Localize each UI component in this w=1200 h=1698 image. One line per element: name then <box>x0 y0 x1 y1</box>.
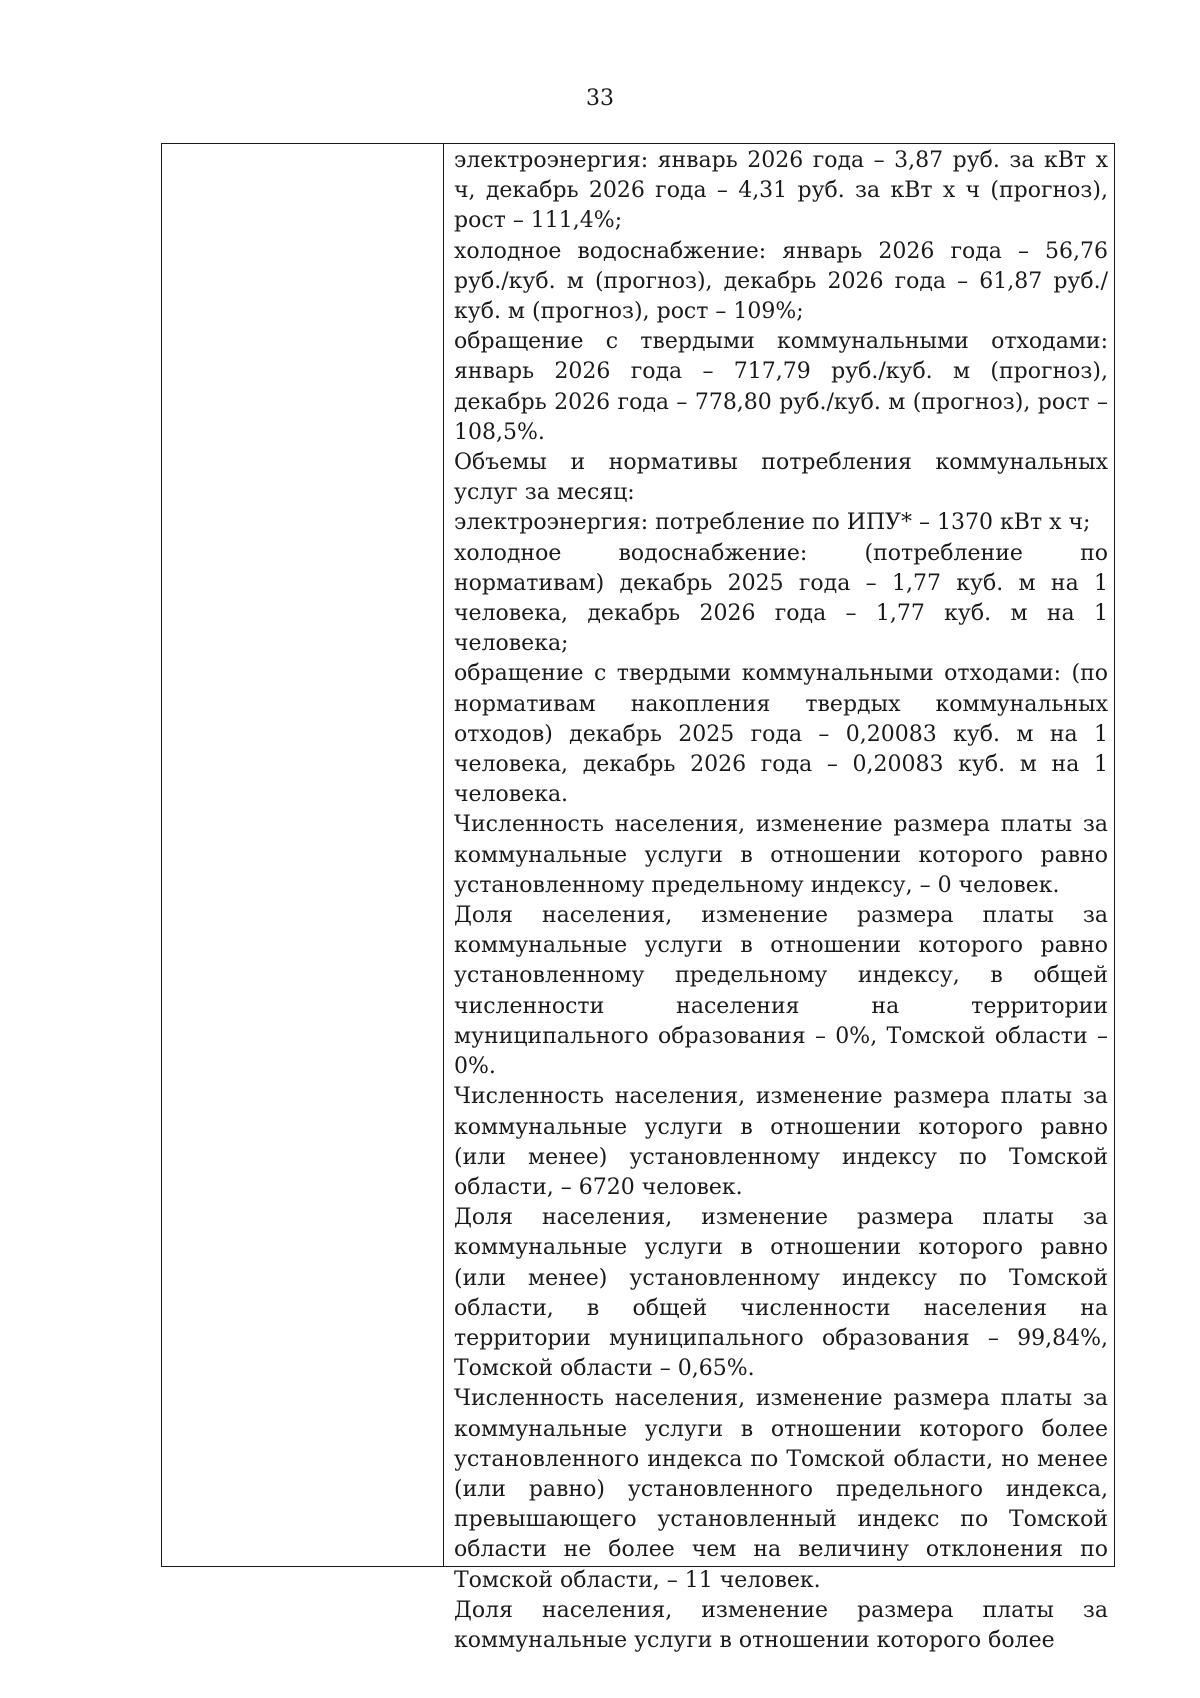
table-left-cell <box>162 144 444 1566</box>
paragraph-population-within-index: Численность населения, изменение размера платы за коммунальные услуги в отношении которого равно (или менее) установленному индексу по Томской области, – 6720 человек. <box>454 1084 1108 1200</box>
paragraph-share-above-index: Доля населения, изменение размера платы за коммунальные услуги в отношении которого более <box>454 1597 1108 1653</box>
paragraph-cold-water-consumption: холодное водоснабжение: (потребление по нормативам) декабрь 2025 года – 1,77 куб. м на 1 человека, декабрь 2026 года – 1,77 куб. м на 1 человека; <box>454 540 1108 657</box>
page-number: 33 <box>586 86 614 111</box>
paragraph-share-within-index: Доля населения, изменение размера платы за коммунальные услуги в отношении которого равно (или менее) установленному индексу по Томской области, в общей численности населения на территории муниципального образования – 99,84%, Томской области – 0,65%. <box>454 1205 1108 1382</box>
paragraph-cold-water-tariff: холодное водоснабжение: январь 2026 года – 56,76 руб./куб. м (прогноз), декабрь 2026 года – 61,87 руб./куб. м (прогноз), рост – 109%; <box>454 238 1108 325</box>
paragraph-solid-waste-consumption: обращение с твердыми коммунальными отходами: (по нормативам накопления твердых коммунальных отходов) декабрь 2025 года – 0,20083 куб. м на 1 человека, декабрь 2026 года – 0,20083 куб. м на 1 человека. <box>454 661 1108 808</box>
table-right-cell <box>444 144 1114 1653</box>
paragraph-consumption-heading: Объемы и нормативы потребления коммунальных услуг за месяц: <box>454 450 1108 506</box>
paragraph-electricity-tariff: электроэнергия: январь 2026 года – 3,87 руб. за кВт х ч, декабрь 2026 года – 4,31 руб. за кВт х ч (прогноз), рост – 111,4%; <box>454 148 1108 234</box>
content-table <box>161 143 1115 1653</box>
paragraph-population-equal-limit: Численность населения, изменение размера платы за коммунальные услуги в отношении которого равно установленному предельному индексу, – 0 человек. <box>454 812 1108 898</box>
paragraph-solid-waste-tariff: обращение с твердыми коммунальными отходами: январь 2026 года – 717,79 руб./куб. м (прогноз), декабрь 2026 года – 778,80 руб./куб. м (прогноз), рост – 108,5%. <box>454 329 1108 445</box>
paragraph-share-equal-limit: Доля населения, изменение размера платы за коммунальные услуги в отношении которого равно установленному предельному индексу, в общей численности населения на территории муниципального образования – 0%, Томской области – 0%. <box>454 903 1108 1080</box>
paragraph-population-above-index: Численность населения, изменение размера платы за коммунальные услуги в отношении которого более установленного индекса по Томской области, но менее (или равно) установленного предельного индекса, превышающего установленный индекс по Томской области не более чем на величину отклонения по Томской области, – 11 человек. <box>454 1386 1108 1593</box>
paragraph-electricity-consumption: электроэнергия: потребление по ИПУ* – 1370 кВт х ч; <box>454 510 1091 536</box>
